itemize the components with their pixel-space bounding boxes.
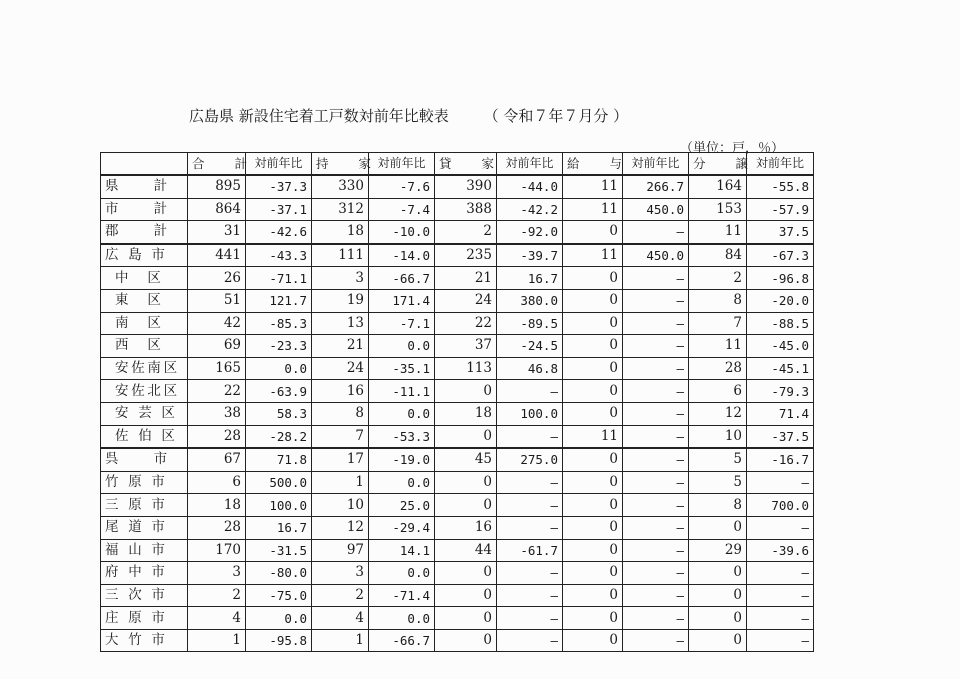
table-body bbox=[101, 175, 814, 652]
region-name-cell: 広 島 市 bbox=[101, 244, 188, 267]
header-owner-occupied-yoy: 対前年比 bbox=[369, 153, 435, 176]
table-row bbox=[101, 562, 814, 585]
yoy-cell: 500.0 bbox=[246, 471, 312, 494]
table-row bbox=[101, 629, 814, 652]
yoy-cell: — bbox=[623, 380, 689, 403]
count-cell: 0 bbox=[435, 607, 497, 630]
count-cell: 11 bbox=[563, 244, 623, 267]
count-cell: 0 bbox=[435, 562, 497, 585]
region-name-cell: 安佐北区 bbox=[101, 380, 188, 403]
yoy-cell: — bbox=[623, 425, 689, 448]
count-cell: 4 bbox=[188, 607, 246, 630]
yoy-cell: — bbox=[623, 562, 689, 585]
yoy-cell: -7.1 bbox=[369, 312, 435, 335]
yoy-cell: — bbox=[623, 494, 689, 517]
header-total: 合 計 bbox=[188, 153, 246, 176]
table-row bbox=[101, 402, 814, 425]
yoy-cell: — bbox=[623, 516, 689, 539]
region-name-cell: 尾 道 市 bbox=[101, 516, 188, 539]
count-cell: 153 bbox=[689, 198, 747, 221]
header-for-sale-yoy: 対前年比 bbox=[747, 153, 814, 176]
yoy-cell: — bbox=[497, 562, 563, 585]
count-cell: 441 bbox=[188, 244, 246, 267]
yoy-cell: -61.7 bbox=[497, 539, 563, 562]
yoy-cell: -7.6 bbox=[369, 175, 435, 198]
count-cell: 2 bbox=[435, 221, 497, 244]
header-company-housing-yoy: 対前年比 bbox=[623, 153, 689, 176]
count-cell: 111 bbox=[312, 244, 369, 267]
count-cell: 45 bbox=[435, 448, 497, 471]
count-cell: 12 bbox=[689, 402, 747, 425]
count-cell: 7 bbox=[312, 425, 369, 448]
yoy-cell: -20.0 bbox=[747, 289, 814, 312]
yoy-cell: — bbox=[623, 221, 689, 244]
count-cell: 26 bbox=[188, 267, 246, 290]
region-name-cell: 三 次 市 bbox=[101, 584, 188, 607]
yoy-cell: 0.0 bbox=[369, 562, 435, 585]
housing-starts-table bbox=[100, 152, 814, 652]
yoy-cell: — bbox=[623, 539, 689, 562]
count-cell: 97 bbox=[312, 539, 369, 562]
count-cell: 18 bbox=[188, 494, 246, 517]
region-name-cell: 庄 原 市 bbox=[101, 607, 188, 630]
table-row bbox=[101, 425, 814, 448]
yoy-cell: -89.5 bbox=[497, 312, 563, 335]
yoy-cell: — bbox=[623, 335, 689, 358]
count-cell: 67 bbox=[188, 448, 246, 471]
region-name-cell: 西 区 bbox=[101, 335, 188, 358]
count-cell: 18 bbox=[435, 402, 497, 425]
count-cell: 0 bbox=[563, 516, 623, 539]
table-row bbox=[101, 448, 814, 471]
count-cell: 312 bbox=[312, 198, 369, 221]
count-cell: 31 bbox=[188, 221, 246, 244]
region-name-cell: 大 竹 市 bbox=[101, 629, 188, 652]
yoy-cell: -23.3 bbox=[246, 335, 312, 358]
yoy-cell: — bbox=[623, 312, 689, 335]
yoy-cell: 0.0 bbox=[246, 607, 312, 630]
count-cell: 0 bbox=[563, 380, 623, 403]
count-cell: 44 bbox=[435, 539, 497, 562]
yoy-cell: -14.0 bbox=[369, 244, 435, 267]
count-cell: 388 bbox=[435, 198, 497, 221]
count-cell: 3 bbox=[312, 267, 369, 290]
yoy-cell: -67.3 bbox=[747, 244, 814, 267]
region-name-cell: 市 計 bbox=[101, 198, 188, 221]
table-row bbox=[101, 198, 814, 221]
yoy-cell: — bbox=[747, 584, 814, 607]
region-name-cell: 南 区 bbox=[101, 312, 188, 335]
count-cell: 330 bbox=[312, 175, 369, 198]
yoy-cell: -11.1 bbox=[369, 380, 435, 403]
count-cell: 6 bbox=[689, 380, 747, 403]
count-cell: 42 bbox=[188, 312, 246, 335]
yoy-cell: — bbox=[623, 289, 689, 312]
count-cell: 37 bbox=[435, 335, 497, 358]
count-cell: 895 bbox=[188, 175, 246, 198]
yoy-cell: 14.1 bbox=[369, 539, 435, 562]
count-cell: 0 bbox=[689, 629, 747, 652]
count-cell: 38 bbox=[188, 402, 246, 425]
yoy-cell: — bbox=[747, 471, 814, 494]
region-name-cell: 東 区 bbox=[101, 289, 188, 312]
table-header-row bbox=[101, 153, 814, 176]
count-cell: 6 bbox=[188, 471, 246, 494]
yoy-cell: -75.0 bbox=[246, 584, 312, 607]
count-cell: 864 bbox=[188, 198, 246, 221]
yoy-cell: 100.0 bbox=[246, 494, 312, 517]
yoy-cell: -96.8 bbox=[747, 267, 814, 290]
count-cell: 113 bbox=[435, 357, 497, 380]
count-cell: 16 bbox=[435, 516, 497, 539]
yoy-cell: — bbox=[623, 402, 689, 425]
count-cell: 2 bbox=[312, 584, 369, 607]
count-cell: 0 bbox=[435, 584, 497, 607]
yoy-cell: 37.5 bbox=[747, 221, 814, 244]
header-rental: 貸 家 bbox=[435, 153, 497, 176]
count-cell: 0 bbox=[689, 516, 747, 539]
yoy-cell: -37.3 bbox=[246, 175, 312, 198]
header-total-yoy: 対前年比 bbox=[246, 153, 312, 176]
header-region bbox=[101, 153, 188, 176]
yoy-cell: 0.0 bbox=[369, 607, 435, 630]
yoy-cell: -7.4 bbox=[369, 198, 435, 221]
table-row bbox=[101, 289, 814, 312]
yoy-cell: 0.0 bbox=[369, 402, 435, 425]
count-cell: 0 bbox=[435, 629, 497, 652]
table-row bbox=[101, 335, 814, 358]
yoy-cell: -42.6 bbox=[246, 221, 312, 244]
yoy-cell: 450.0 bbox=[623, 198, 689, 221]
yoy-cell: — bbox=[623, 267, 689, 290]
count-cell: 1 bbox=[312, 471, 369, 494]
count-cell: 21 bbox=[312, 335, 369, 358]
yoy-cell: -57.9 bbox=[747, 198, 814, 221]
yoy-cell: 16.7 bbox=[497, 267, 563, 290]
count-cell: 11 bbox=[563, 425, 623, 448]
yoy-cell: -63.9 bbox=[246, 380, 312, 403]
count-cell: 24 bbox=[312, 357, 369, 380]
yoy-cell: 0.0 bbox=[369, 335, 435, 358]
yoy-cell: -43.3 bbox=[246, 244, 312, 267]
count-cell: 164 bbox=[689, 175, 747, 198]
count-cell: 0 bbox=[435, 471, 497, 494]
yoy-cell: -29.4 bbox=[369, 516, 435, 539]
yoy-cell: -80.0 bbox=[246, 562, 312, 585]
count-cell: 0 bbox=[689, 607, 747, 630]
count-cell: 11 bbox=[563, 175, 623, 198]
header-company-housing: 給 与 bbox=[563, 153, 623, 176]
count-cell: 16 bbox=[312, 380, 369, 403]
table-row bbox=[101, 267, 814, 290]
count-cell: 0 bbox=[563, 221, 623, 244]
count-cell: 13 bbox=[312, 312, 369, 335]
table-row bbox=[101, 244, 814, 267]
yoy-cell: 100.0 bbox=[497, 402, 563, 425]
count-cell: 12 bbox=[312, 516, 369, 539]
count-cell: 8 bbox=[689, 494, 747, 517]
count-cell: 17 bbox=[312, 448, 369, 471]
yoy-cell: 171.4 bbox=[369, 289, 435, 312]
count-cell: 19 bbox=[312, 289, 369, 312]
document-title: 広島県 新設住宅着工戸数対前年比較表 bbox=[189, 107, 449, 125]
count-cell: 10 bbox=[312, 494, 369, 517]
yoy-cell: 275.0 bbox=[497, 448, 563, 471]
yoy-cell: 380.0 bbox=[497, 289, 563, 312]
yoy-cell: 700.0 bbox=[747, 494, 814, 517]
count-cell: 10 bbox=[689, 425, 747, 448]
yoy-cell: -28.2 bbox=[246, 425, 312, 448]
count-cell: 3 bbox=[188, 562, 246, 585]
count-cell: 18 bbox=[312, 221, 369, 244]
count-cell: 21 bbox=[435, 267, 497, 290]
yoy-cell: 450.0 bbox=[623, 244, 689, 267]
count-cell: 0 bbox=[563, 312, 623, 335]
count-cell: 22 bbox=[188, 380, 246, 403]
yoy-cell: 71.8 bbox=[246, 448, 312, 471]
yoy-cell: -35.1 bbox=[369, 357, 435, 380]
count-cell: 28 bbox=[689, 357, 747, 380]
yoy-cell: — bbox=[747, 607, 814, 630]
yoy-cell: 58.3 bbox=[246, 402, 312, 425]
count-cell: 29 bbox=[689, 539, 747, 562]
region-name-cell: 呉 市 bbox=[101, 448, 188, 471]
yoy-cell: — bbox=[747, 516, 814, 539]
count-cell: 4 bbox=[312, 607, 369, 630]
count-cell: 0 bbox=[563, 448, 623, 471]
yoy-cell: — bbox=[747, 562, 814, 585]
region-name-cell: 竹 原 市 bbox=[101, 471, 188, 494]
yoy-cell: 46.8 bbox=[497, 357, 563, 380]
header-owner-occupied: 持 家 bbox=[312, 153, 369, 176]
yoy-cell: -85.3 bbox=[246, 312, 312, 335]
table-row bbox=[101, 539, 814, 562]
count-cell: 28 bbox=[188, 425, 246, 448]
yoy-cell: — bbox=[623, 629, 689, 652]
yoy-cell: -10.0 bbox=[369, 221, 435, 244]
yoy-cell: — bbox=[497, 584, 563, 607]
yoy-cell: — bbox=[497, 629, 563, 652]
count-cell: 1 bbox=[188, 629, 246, 652]
count-cell: 0 bbox=[563, 539, 623, 562]
count-cell: 22 bbox=[435, 312, 497, 335]
yoy-cell: -39.7 bbox=[497, 244, 563, 267]
table-row bbox=[101, 607, 814, 630]
table-row bbox=[101, 380, 814, 403]
yoy-cell: -92.0 bbox=[497, 221, 563, 244]
yoy-cell: — bbox=[497, 607, 563, 630]
yoy-cell: -88.5 bbox=[747, 312, 814, 335]
region-name-cell: 中 区 bbox=[101, 267, 188, 290]
yoy-cell: — bbox=[623, 448, 689, 471]
yoy-cell: -45.0 bbox=[747, 335, 814, 358]
yoy-cell: — bbox=[497, 494, 563, 517]
count-cell: 165 bbox=[188, 357, 246, 380]
count-cell: 8 bbox=[312, 402, 369, 425]
unit-note: （単位：戸，％） bbox=[680, 141, 785, 156]
yoy-cell: -45.1 bbox=[747, 357, 814, 380]
count-cell: 0 bbox=[563, 357, 623, 380]
yoy-cell: -44.0 bbox=[497, 175, 563, 198]
yoy-cell: 266.7 bbox=[623, 175, 689, 198]
yoy-cell: -66.7 bbox=[369, 267, 435, 290]
region-name-cell: 安 芸 区 bbox=[101, 402, 188, 425]
count-cell: 0 bbox=[563, 562, 623, 585]
count-cell: 0 bbox=[435, 494, 497, 517]
yoy-cell: — bbox=[497, 380, 563, 403]
table-row bbox=[101, 516, 814, 539]
yoy-cell: -79.3 bbox=[747, 380, 814, 403]
yoy-cell: -71.4 bbox=[369, 584, 435, 607]
region-name-cell: 県 計 bbox=[101, 175, 188, 198]
region-name-cell: 郡 計 bbox=[101, 221, 188, 244]
count-cell: 0 bbox=[563, 471, 623, 494]
yoy-cell: -37.5 bbox=[747, 425, 814, 448]
count-cell: 11 bbox=[689, 335, 747, 358]
table-row bbox=[101, 312, 814, 335]
count-cell: 0 bbox=[689, 562, 747, 585]
count-cell: 0 bbox=[563, 289, 623, 312]
count-cell: 0 bbox=[563, 402, 623, 425]
yoy-cell: — bbox=[623, 607, 689, 630]
region-name-cell: 福 山 市 bbox=[101, 539, 188, 562]
yoy-cell: — bbox=[623, 357, 689, 380]
yoy-cell: -42.2 bbox=[497, 198, 563, 221]
count-cell: 69 bbox=[188, 335, 246, 358]
yoy-cell: — bbox=[623, 471, 689, 494]
count-cell: 170 bbox=[188, 539, 246, 562]
yoy-cell: -19.0 bbox=[369, 448, 435, 471]
region-name-cell: 安佐南区 bbox=[101, 357, 188, 380]
count-cell: 7 bbox=[689, 312, 747, 335]
region-name-cell: 府 中 市 bbox=[101, 562, 188, 585]
count-cell: 0 bbox=[563, 629, 623, 652]
count-cell: 5 bbox=[689, 471, 747, 494]
count-cell: 0 bbox=[563, 335, 623, 358]
yoy-cell: -16.7 bbox=[747, 448, 814, 471]
yoy-cell: — bbox=[497, 425, 563, 448]
yoy-cell: — bbox=[497, 471, 563, 494]
count-cell: 51 bbox=[188, 289, 246, 312]
yoy-cell: -37.1 bbox=[246, 198, 312, 221]
yoy-cell: -39.6 bbox=[747, 539, 814, 562]
yoy-cell: — bbox=[747, 629, 814, 652]
region-name-cell: 佐 伯 区 bbox=[101, 425, 188, 448]
count-cell: 11 bbox=[689, 221, 747, 244]
table-row bbox=[101, 175, 814, 198]
header-for-sale: 分 譲 bbox=[689, 153, 747, 176]
count-cell: 0 bbox=[689, 584, 747, 607]
count-cell: 235 bbox=[435, 244, 497, 267]
yoy-cell: -66.7 bbox=[369, 629, 435, 652]
count-cell: 11 bbox=[563, 198, 623, 221]
yoy-cell: -53.3 bbox=[369, 425, 435, 448]
count-cell: 1 bbox=[312, 629, 369, 652]
table-row bbox=[101, 221, 814, 244]
yoy-cell: 121.7 bbox=[246, 289, 312, 312]
header-rental-yoy: 対前年比 bbox=[497, 153, 563, 176]
document-title-row bbox=[189, 105, 628, 126]
count-cell: 8 bbox=[689, 289, 747, 312]
yoy-cell: — bbox=[497, 516, 563, 539]
yoy-cell: -24.5 bbox=[497, 335, 563, 358]
region-name-cell: 三 原 市 bbox=[101, 494, 188, 517]
count-cell: 390 bbox=[435, 175, 497, 198]
yoy-cell: 16.7 bbox=[246, 516, 312, 539]
yoy-cell: -71.1 bbox=[246, 267, 312, 290]
yoy-cell: 0.0 bbox=[369, 471, 435, 494]
yoy-cell: -55.8 bbox=[747, 175, 814, 198]
table-row bbox=[101, 584, 814, 607]
count-cell: 0 bbox=[563, 494, 623, 517]
count-cell: 0 bbox=[563, 267, 623, 290]
count-cell: 0 bbox=[435, 425, 497, 448]
count-cell: 0 bbox=[563, 607, 623, 630]
count-cell: 28 bbox=[188, 516, 246, 539]
count-cell: 0 bbox=[563, 584, 623, 607]
table-row bbox=[101, 494, 814, 517]
report-period: （ 令和７年７月分 ） bbox=[483, 107, 629, 125]
count-cell: 24 bbox=[435, 289, 497, 312]
yoy-cell: -31.5 bbox=[246, 539, 312, 562]
count-cell: 84 bbox=[689, 244, 747, 267]
count-cell: 0 bbox=[435, 380, 497, 403]
yoy-cell: 0.0 bbox=[246, 357, 312, 380]
count-cell: 2 bbox=[689, 267, 747, 290]
yoy-cell: — bbox=[623, 584, 689, 607]
table-row bbox=[101, 357, 814, 380]
yoy-cell: 71.4 bbox=[747, 402, 814, 425]
table-row bbox=[101, 471, 814, 494]
count-cell: 5 bbox=[689, 448, 747, 471]
count-cell: 3 bbox=[312, 562, 369, 585]
yoy-cell: -95.8 bbox=[246, 629, 312, 652]
yoy-cell: 25.0 bbox=[369, 494, 435, 517]
count-cell: 2 bbox=[188, 584, 246, 607]
